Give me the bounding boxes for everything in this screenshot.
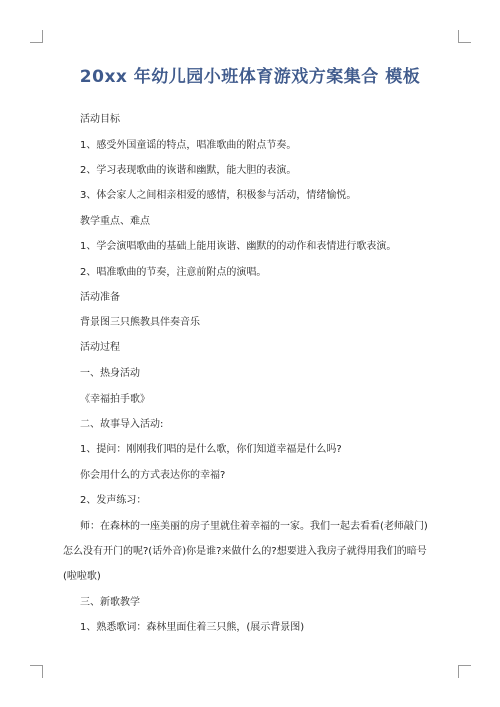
teacher-line-continued: 怎么没有开门的呢?(话外音)你是谁?来做什么的?想要进入我房子就得用我们的暗号 xyxy=(63,546,427,557)
preparation-text: 背景图三只熊教具伴奏音乐 xyxy=(80,317,200,328)
section-heading-process: 活动过程 xyxy=(80,342,120,353)
corner-mark-bottom-right xyxy=(458,665,471,678)
process-step-3: 三、新歌教学 xyxy=(80,597,140,608)
vocal-exercise-heading: 2、发声练习： xyxy=(80,495,147,506)
section-heading-key-points: 教学重点、难点 xyxy=(80,216,150,227)
corner-mark-top-left xyxy=(30,30,43,43)
key-point-1: 1、学会演唱歌曲的基础上能用诙谐、幽默的的动作和表情进行歌表演。 xyxy=(80,241,397,252)
corner-mark-top-right xyxy=(458,30,471,43)
corner-mark-bottom-left xyxy=(30,665,43,678)
process-step-1: 一、热身活动 xyxy=(80,368,140,379)
teacher-line-end: (啦啦歌) xyxy=(63,571,101,582)
song-title: 《幸福拍手歌》 xyxy=(80,394,150,405)
goal-item-1: 1、感受外国童谣的特点，唱准歌曲的附点节奏。 xyxy=(80,140,297,151)
goal-item-3: 3、体会家人之间相亲相爱的感情，积极参与活动，情绪愉悦。 xyxy=(80,190,357,201)
section-heading-preparation: 活动准备 xyxy=(80,292,120,303)
teacher-line: 师：在森林的一座美丽的房子里就住着幸福的一家。我们一起去看看(老师敲门) xyxy=(80,521,428,532)
question-followup: 你会用什么的方式表达你的幸福? xyxy=(80,470,226,481)
question-text: 1、提问：刚刚我们唱的是什么歌，你们知道幸福是什么吗? xyxy=(80,444,342,455)
section-heading-goals: 活动目标 xyxy=(80,114,120,125)
key-point-2: 2、唱准歌曲的节奏，注意前附点的演唱。 xyxy=(80,267,267,278)
goal-item-2: 2、学习表现歌曲的诙谐和幽默，能大胆的表演。 xyxy=(80,165,297,176)
document-title: 20xx 年幼儿园小班体育游戏方案集合 模板 xyxy=(79,67,421,87)
lyrics-intro: 1、熟悉歌词：森林里面住着三只熊，(展示背景图) xyxy=(80,622,305,633)
process-step-2: 二、故事导入活动: xyxy=(80,419,164,430)
